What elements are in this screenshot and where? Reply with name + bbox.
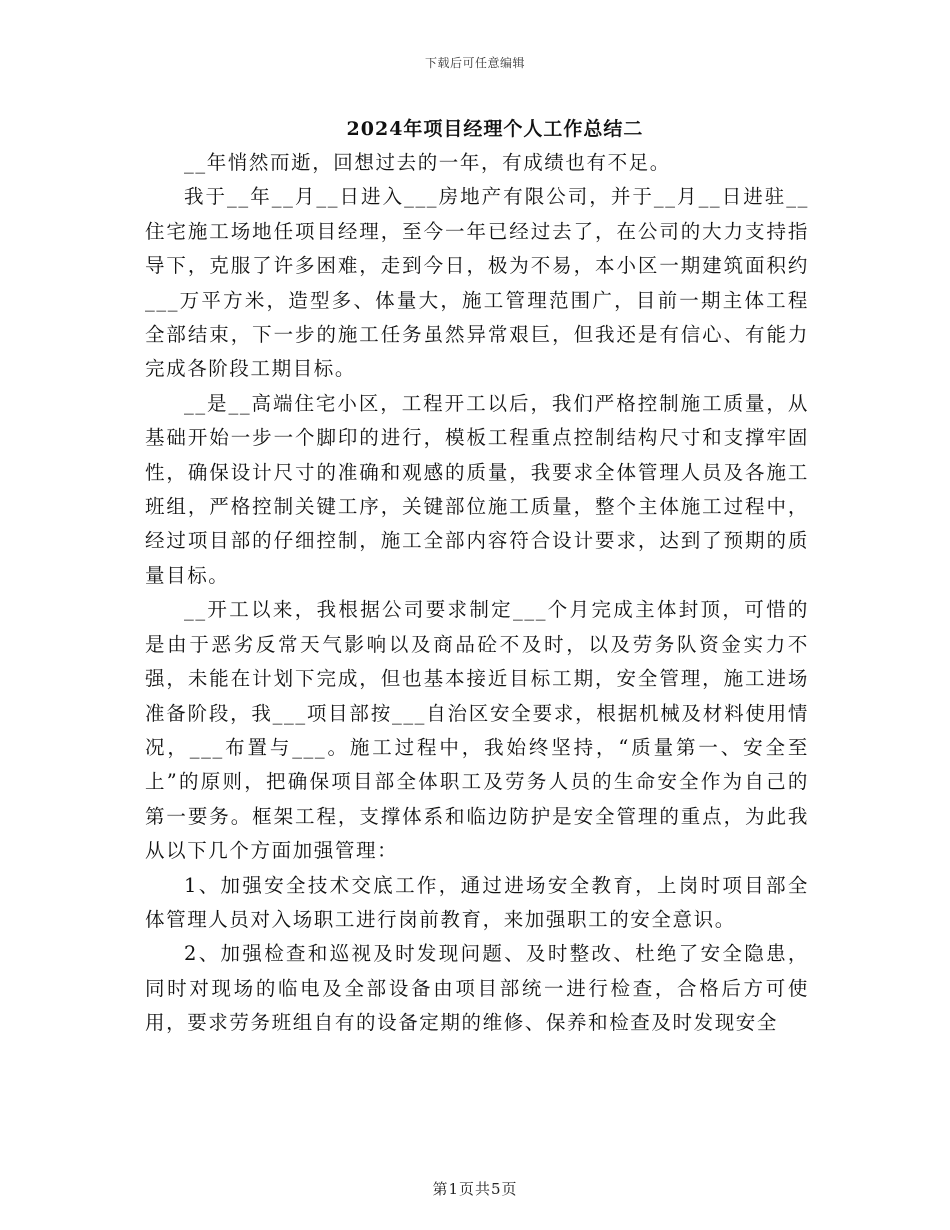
paragraph: 1、加强安全技术交底工作，通过进场安全教育，上岗时项目部全体管理人员对入场职工进行岗前教育，来加强职工的安全意识。: [145, 873, 809, 931]
paragraph: 2、加强检查和巡视及时发现问题、及时整改、杜绝了安全隐患，同时对现场的临电及全部设备由项目部统一进行检查，合格后方可使用，要求劳务班组自有的设备定期的维修、保养和检查及时发现安全: [145, 942, 809, 1035]
document-title: 2024年项目经理个人工作总结二: [346, 118, 644, 140]
page-number-footer: 第1页共5页: [432, 1180, 518, 1198]
document-body: [145, 146, 809, 1041]
paragraph: __开工以来，我根据公司要求制定___个月完成主体封顶，可惜的是由于恶劣反常天气影响以及商品砼不及时，以及劳务队资金实力不强，未能在计划下完成，但也基本接近目标工期，安全管理，施工进场准备阶段，我___项目部按___自治区安全要求，根据机械及材料使用情况，___布置与___。施工过程中，我始终坚持，“质量第一、安全至上”的原则，把确保项目部全体职工及劳务人员的生命安全作为自己的第一要务。框架工程，支撑体系和临边防护是安全管理的重点，为此我从以下几个方面加强管理：: [145, 598, 809, 863]
paragraph: __是__高端住宅小区，工程开工以后，我们严格控制施工质量，从基础开始一步一个脚印的进行，模板工程重点控制结构尺寸和支撑牢固性，确保设计尺寸的准确和观感的质量，我要求全体管理人员及各施工班组，严格控制关键工序，关键部位施工质量，整个主体施工过程中，经过项目部的仔细控制，施工全部内容符合设计要求，达到了预期的质量目标。: [145, 391, 809, 587]
paragraph: __年悄然而逝，回想过去的一年，有成绩也有不足。: [184, 151, 671, 174]
paragraph: 我于__年__月__日进入___房地产有限公司，并于__月__日进驻__住宅施工场地任项目经理，至今一年已经过去了，在公司的大力支持指导下，克服了许多困难，走到今日，极为不易，本小区一期建筑面积约___万平方米，造型多、体量大，施工管理范围广，目前一期主体工程全部结束，下一步的施工任务虽然异常艰巨，但我还是有信心、有能力完成各阶段工期目标。: [145, 185, 809, 381]
header-note: 下载后可任意编辑: [424, 56, 525, 70]
